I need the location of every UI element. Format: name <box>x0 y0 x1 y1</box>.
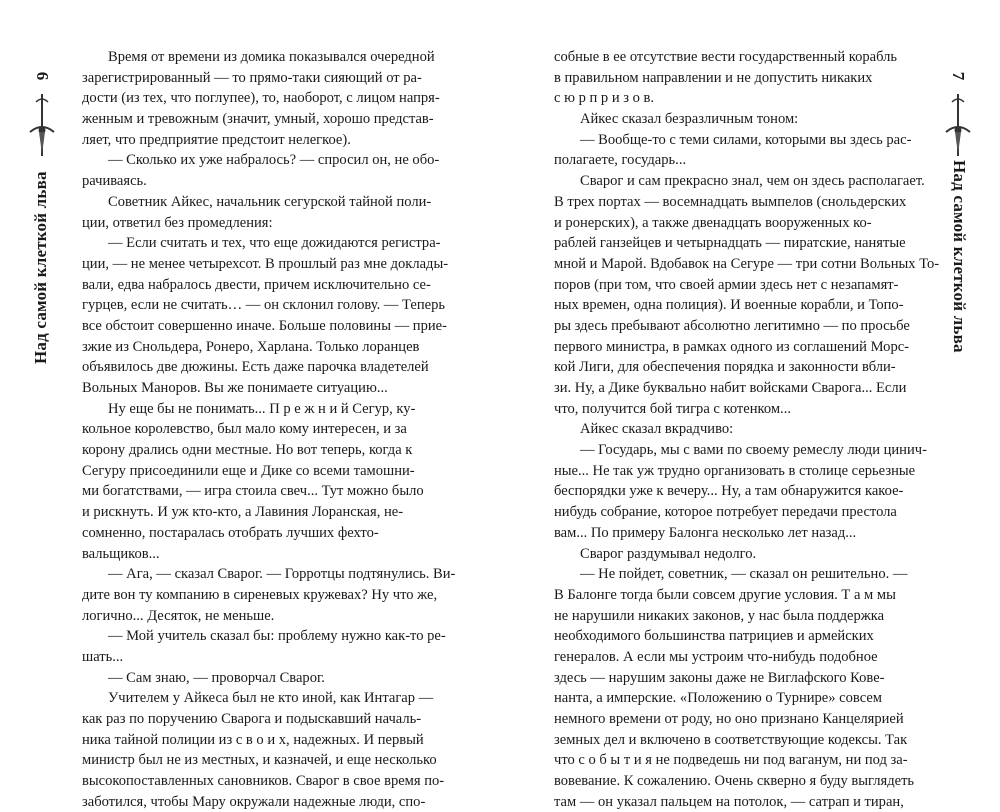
text-line: нибудь собрание, которое потребует передачи престола <box>554 504 897 521</box>
text-line: не нарушили никаких законов, у нас была поддержка <box>554 607 885 624</box>
left-page <box>0 0 500 810</box>
text-line: министр был не из местных, и казначей, и еще несколько <box>82 752 437 769</box>
text-line: и ронерских), а также двенадцать вооруженных ко- <box>554 214 872 231</box>
sword-ornament-icon <box>26 92 58 158</box>
text-line: шать... <box>82 648 124 665</box>
text-line: генералов. А если мы устроим что-нибудь подобное <box>554 648 878 665</box>
text-line: сомненно, постаралась отобрать лучших фехто- <box>82 524 379 541</box>
text-line: что с о б ы т и я не подведешь ни под ваганум, ни под за- <box>554 752 908 769</box>
text-line: кой Лиги, для обеспечения порядка и законности вбли- <box>554 359 896 376</box>
right-text-block <box>554 47 940 812</box>
text-line: вам... По примеру Балонга несколько лет назад... <box>554 524 857 541</box>
text-line: Советник Айкес, начальник сегурской тайной поли- <box>108 193 432 210</box>
text-line: там — он указал пальцем на потолок, — сатрап и тиран, <box>554 793 904 810</box>
text-line: В трех портах — восемнадцать вымпелов (снольдерских <box>554 193 907 210</box>
text-line: в правильном направлении и не допустить никаких <box>554 69 873 86</box>
text-line: нанта, а имперские. «Положению о Турнире» совсем <box>554 690 882 707</box>
text-line: гурцев, если не считать… — он склонил голову. — Теперь <box>82 297 445 314</box>
right-page <box>500 0 1000 810</box>
text-line: все обстоит совершенно иначе. Больше половины — прие- <box>82 317 447 334</box>
text-line: — Не пойдет, советник, — сказал он решительно. — <box>580 566 908 583</box>
text-line: собные в ее отсутствие вести государственный корабль <box>554 49 898 65</box>
left-page-number: 6 <box>33 71 52 81</box>
text-line: рачиваясь. <box>82 173 147 190</box>
text-line: вальщиков... <box>82 545 160 562</box>
text-line: вали, едва набралось двести, причем исключительно се- <box>82 276 431 293</box>
right-running-title-text: Над самой клеткой льва <box>950 160 969 353</box>
text-line: ные... Не так уж трудно организовать в столице серьезные <box>554 462 916 479</box>
text-line: Учителем у Айкеса был не кто иной, как Интагар — <box>108 690 434 707</box>
text-line: как раз по поручению Сварога и подыскавший началь- <box>82 711 422 727</box>
left-margin-decoration <box>22 0 62 750</box>
text-line: ры здесь пребывают абсолютно легитимно — по просьбе <box>554 317 910 334</box>
text-line: ции, — не менее четырехсот. В прошлый раз мне доклады- <box>82 255 449 272</box>
text-line: — Государь, мы с вами по своему ремеслу люди цинич- <box>580 442 927 459</box>
text-line: Вольных Маноров. Вы же понимаете ситуацию... <box>82 380 388 396</box>
text-line: Айкес сказал безразличным тоном: <box>580 111 799 128</box>
text-line: с ю р п р и з о в. <box>554 90 655 107</box>
text-line: корону дрались одни местные. Но вот теперь, когда к <box>82 442 413 459</box>
text-line: — Сколько их уже набралось? — спросил он, не обо- <box>108 152 440 169</box>
text-line: — Если считать и тех, что еще дожидаются регистра- <box>108 235 441 252</box>
left-text-block <box>82 47 456 812</box>
sword-ornament-icon <box>942 92 974 158</box>
text-line: — Мой учитель сказал бы: проблему нужно как-то ре- <box>108 628 446 645</box>
text-line: высокопоставленных сановников. Сварог в свое время по- <box>82 773 445 790</box>
text-line: ции, ответил без промедления: <box>82 214 273 231</box>
text-line: кольное королевство, был мало кому интересен, и за <box>82 421 407 438</box>
left-running-title-text: Над самой клеткой льва <box>31 171 50 364</box>
text-line: объявилось две дюжины. Есть даже парочка владетелей <box>82 359 429 376</box>
text-line: немного времени от роду, но оно признано Канцелярией <box>554 711 904 727</box>
text-line: вовевание. К сожалению. Очень скверно я буду выглядеть <box>554 773 915 790</box>
text-line: заботился, чтобы Мару окружали надежные люди, спо- <box>82 793 426 810</box>
text-line: дости (из тех, что поглупее), то, наоборот, с лицом напря- <box>82 90 440 107</box>
text-line: ми богатствами, — игра стоила свеч... Тут можно было <box>82 483 424 500</box>
text-line: Айкес сказал вкрадчиво: <box>580 421 734 438</box>
text-line: зи. Ну, а Дике буквально набит войсками Сварога... Если <box>554 380 907 396</box>
text-line: первого министра, в рамках одного из соглашений Морс- <box>554 338 910 355</box>
text-line: — Сам знаю, — проворчал Сварог. <box>108 669 325 686</box>
text-line: логично... Десяток, не меньше. <box>82 607 275 624</box>
text-line: В Балонге тогда были совсем другие условия. Т а м мы <box>554 586 896 603</box>
text-line: Ну еще бы не понимать... П р е ж н и й Сегур, ку- <box>108 400 416 417</box>
text-line: необходимого большинства патрициев и армейских <box>554 628 874 645</box>
text-line: поров (при том, что своей армии здесь нет с незапамят- <box>554 276 899 293</box>
text-line: дите вон ту компанию в сиреневых кружевах? Ну что же, <box>82 586 438 603</box>
text-line: мной и Марой. Вдобавок на Сегуре — три сотни Вольных То- <box>554 255 940 272</box>
text-line: что, получится бой тигра с котенком... <box>554 400 791 417</box>
text-line: беспорядки уже к вечеру... Ну, а там обнаружится какое- <box>554 483 904 500</box>
text-line: Сегуру присоединили еще и Дике со всеми тамошни- <box>82 462 415 479</box>
text-line: женным и тревожным (значит, умный, хорошо представ- <box>82 111 434 128</box>
text-line: зарегистрированный — то прямо-таки сияющий от ра- <box>82 69 422 86</box>
text-line: — Вообще-то с теми силами, которыми вы здесь рас- <box>580 131 912 148</box>
text-line: и рискнуть. И уж кто-кто, а Лавиния Лоранская, не- <box>82 504 404 521</box>
text-line: здесь — нарушим законы даже не Виглафского Кове- <box>554 669 885 686</box>
right-page-number: 7 <box>949 71 968 81</box>
text-line: полагаете, государь... <box>554 152 687 169</box>
text-line: Сварог и сам прекрасно знал, чем он здесь располагает. <box>580 173 925 190</box>
text-line: раблей ганзейцев и четырнадцать — пиратские, нанятые <box>554 235 906 252</box>
text-line: — Ага, — сказал Сварог. — Горротцы подтянулись. Ви- <box>108 566 456 583</box>
text-line: ных времен, одна полиция). И военные корабли, и Топо- <box>554 297 904 314</box>
text-line: земных дел и включено в соответствующие кодексы. Так <box>554 731 908 748</box>
text-line: ляет, что предприятие предстоит нелегкое). <box>82 131 351 148</box>
text-line: ника тайной полиции из с в о и х, надежных. И первый <box>82 731 424 748</box>
right-margin-decoration <box>938 0 978 750</box>
text-line: зжие из Снольдера, Ронеро, Харлана. Только лоранцев <box>82 338 420 355</box>
text-line: Сварог раздумывал недолго. <box>580 545 757 562</box>
text-line: Время от времени из домика показывался очередной <box>108 49 435 65</box>
